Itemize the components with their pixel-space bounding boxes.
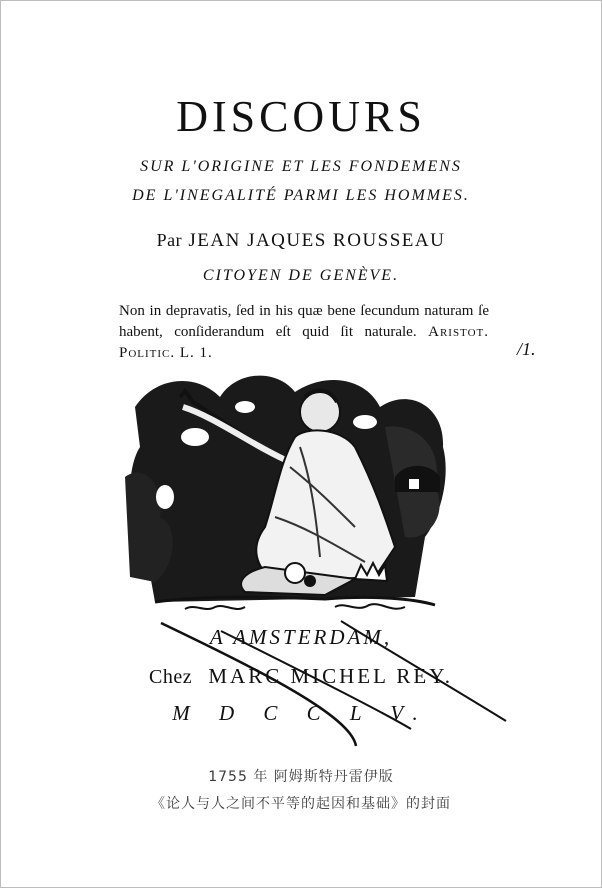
engraved-vignette-image: [125, 367, 453, 629]
imprint-chez: Chez: [149, 666, 193, 688]
author-name: JEAN JAQUES ROUSSEAU: [188, 230, 446, 251]
caption-line-2: 《论人与人之间不平等的起因和基础》的封面: [151, 796, 451, 812]
epigraph-citation: Aristot. Politic. L. 1.: [119, 324, 489, 361]
subtitle-line-2: DE L'INEGALITÉ PARMI LES HOMMES.: [132, 187, 470, 204]
book-title: DISCOURS: [176, 92, 426, 141]
subtitle-line-1: SUR L'ORIGINE ET LES FONDEMENS: [140, 158, 462, 175]
citizen-line: CITOYEN DE GENÈVE.: [202, 267, 400, 284]
imprint-city: A AMSTERDAM,: [209, 625, 393, 649]
imprint-year: M D C C L V.: [172, 701, 430, 725]
epigraph: [119, 301, 489, 364]
imprint-publisher: MARC MICHEL REY.: [208, 664, 453, 688]
strikethrough-marks: [141, 611, 521, 751]
author-line: [1, 230, 601, 252]
author-prefix: Par: [156, 230, 183, 250]
handwritten-margin-mark: /1.: [517, 339, 536, 359]
epigraph-text: Non in depravatis, ſed in his quæ bene ſecundum naturam ſe habent, conſiderandum eſt quid ſit naturale.: [119, 303, 489, 340]
caption-line-1: 1755 年 阿姆斯特丹雷伊版: [208, 769, 394, 785]
